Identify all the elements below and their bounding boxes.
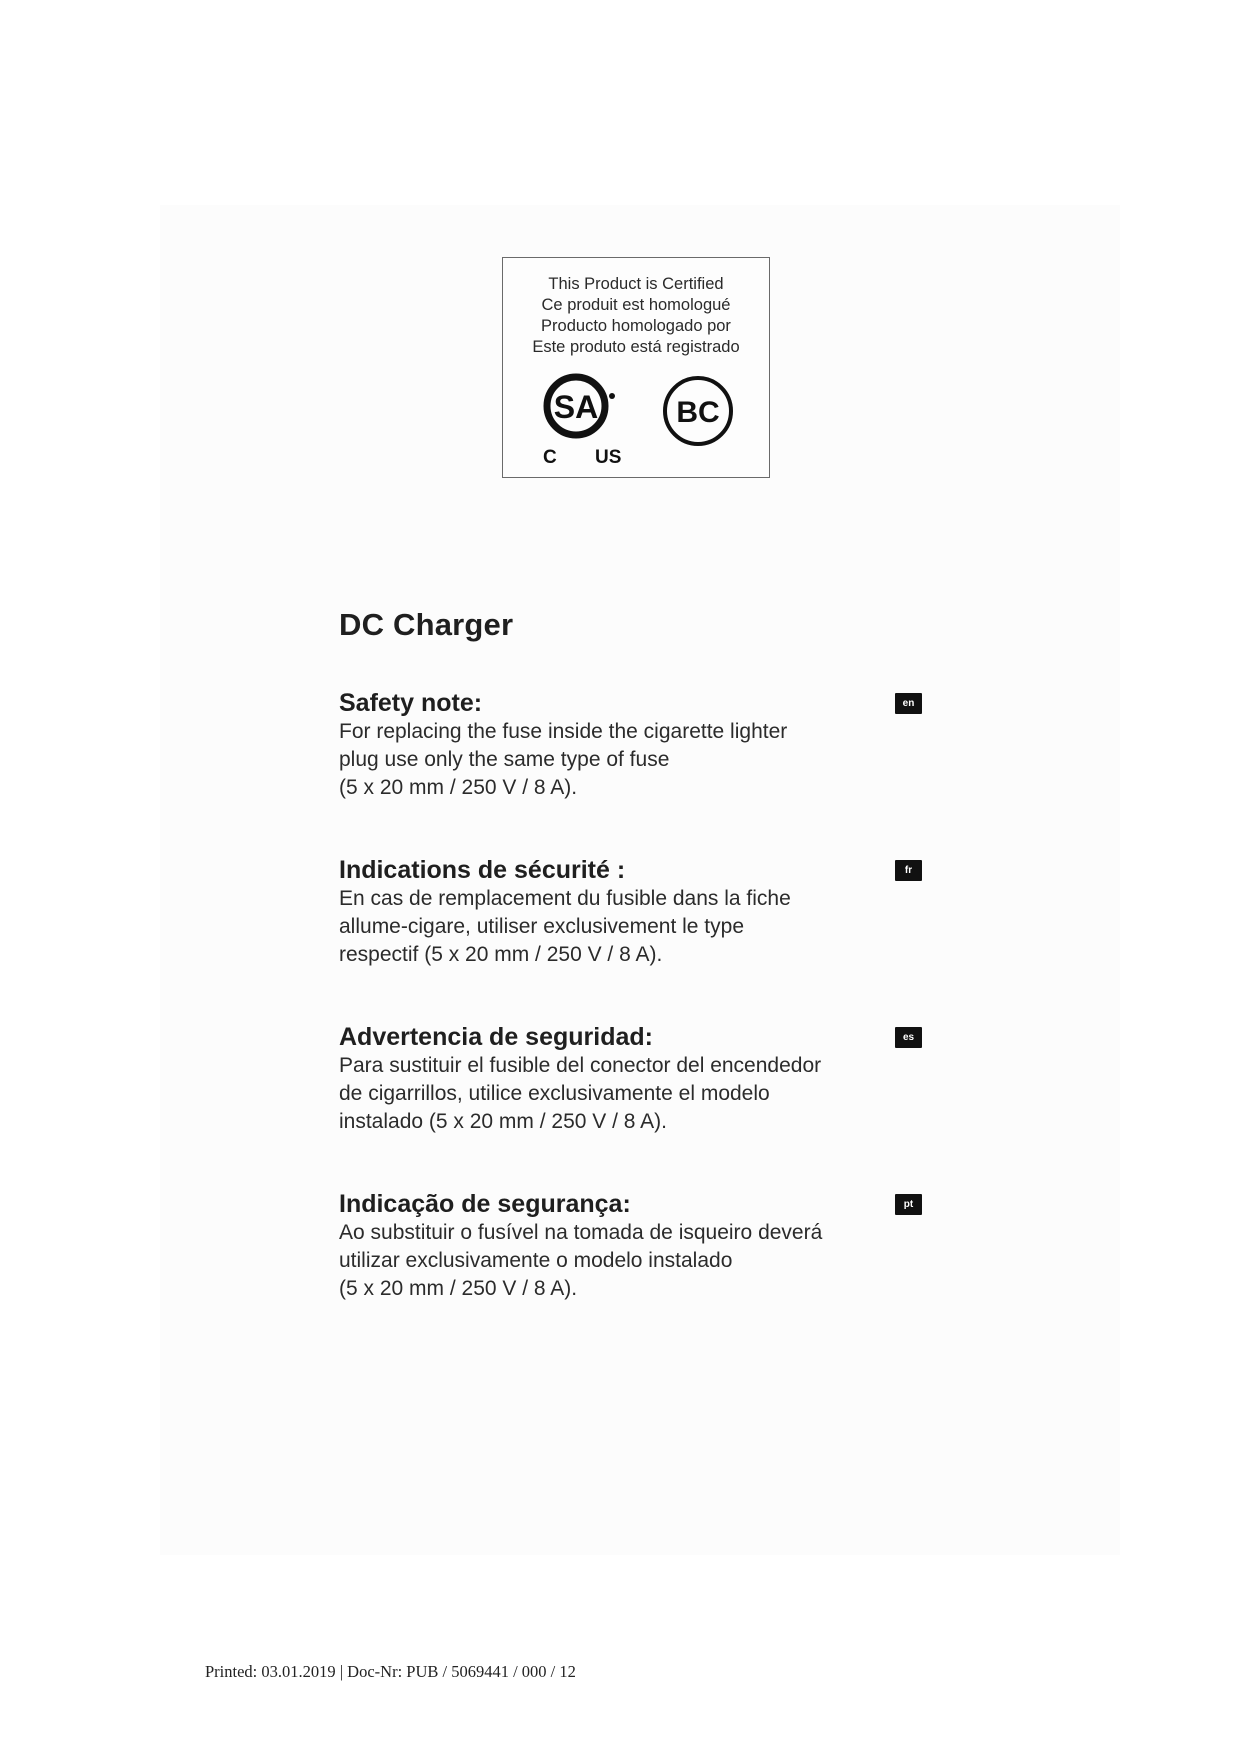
language-badge-fr: fr [895, 860, 922, 881]
document-title: DC Charger [339, 607, 514, 642]
language-badge-pt: pt [895, 1194, 922, 1215]
csa-logo-icon [533, 368, 633, 468]
section-heading: Indicação de segurança: [339, 1190, 631, 1218]
section-body: For replacing the fuse inside the cigarette lighter plug use only the same type of fuse (5 x 20 mm / 250 V / 8 A). [339, 720, 788, 799]
cert-line-en: This Product is Certified [548, 275, 724, 293]
certification-box [502, 257, 770, 478]
section-body: Para sustituir el fusible del conector del encendedor de cigarrillos, utilice exclusivamente el modelo instalado (5 x 20 mm / 250 V / 8 A). [339, 1054, 822, 1133]
cert-line-pt: Este produto está registrado [532, 338, 740, 356]
bc-logo-icon [660, 373, 736, 449]
section-heading: Safety note: [339, 689, 483, 717]
cert-line-es: Producto homologado por [541, 317, 731, 335]
csa-us-mark: US [595, 447, 622, 468]
section-fr [339, 855, 909, 969]
print-footer: Printed: 03.01.2019 | Doc-Nr: PUB / 5069441 / 000 / 12 [205, 1662, 576, 1681]
section-body: Ao substituir o fusível na tomada de isqueiro deverá utilizar exclusivamente o modelo instalado (5 x 20 mm / 250 V / 8 A). [339, 1221, 823, 1300]
section-heading: Indications de sécurité : [339, 856, 626, 884]
section-es [339, 1022, 909, 1136]
csa-c-mark: C [543, 447, 557, 468]
section-pt [339, 1189, 909, 1303]
certification-text [503, 274, 769, 358]
certification-logos [503, 368, 769, 468]
section-heading: Advertencia de seguridad: [339, 1023, 653, 1051]
language-badge-es: es [895, 1027, 922, 1048]
cert-line-fr: Ce produit est homologué [541, 296, 731, 314]
csa-logo-letters: SA [553, 389, 599, 425]
section-body: En cas de remplacement du fusible dans la fiche allume-cigare, utiliser exclusivement le type respectif (5 x 20 mm / 250 V / 8 A). [339, 887, 791, 966]
section-en [339, 688, 909, 802]
bc-logo-letters: BC [676, 396, 720, 429]
language-badge-en: en [895, 693, 922, 714]
